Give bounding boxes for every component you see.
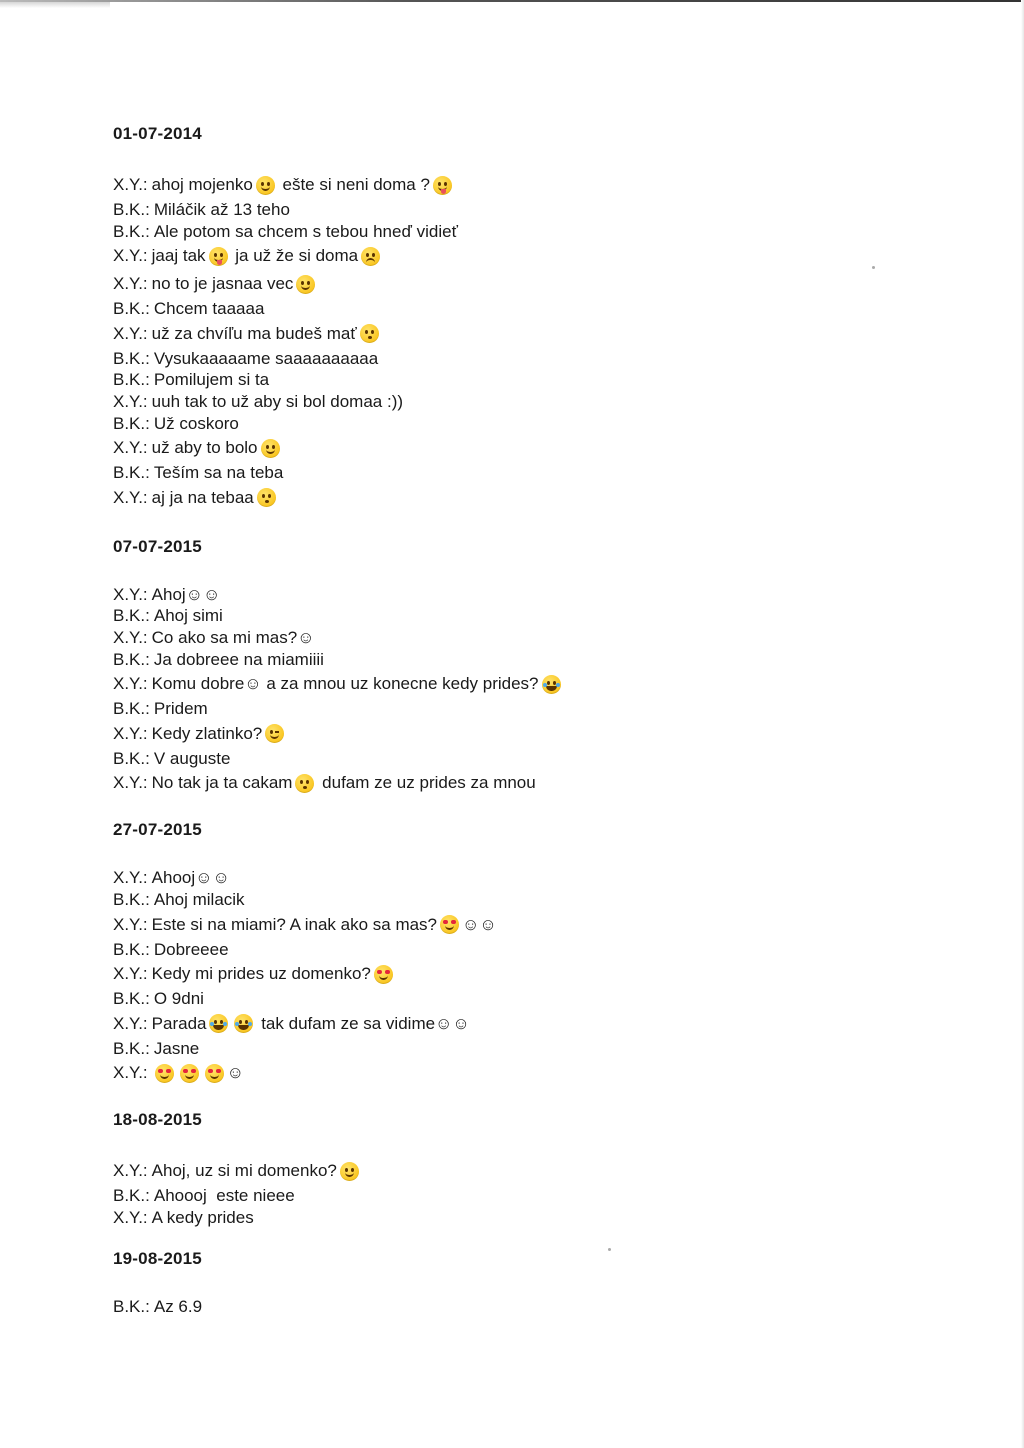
message-speaker: X.Y.: [113, 323, 148, 343]
message-text: Az 6.9 [153, 1297, 203, 1317]
kiss-emoji-icon [257, 488, 276, 507]
message-text: ahoj mojenko [151, 175, 253, 194]
joy-emoji-icon [234, 1014, 253, 1033]
message-text: Vysukaaaaame saaaaaaaaaa [153, 348, 379, 368]
message-body [152, 1207, 254, 1229]
message-speaker: B.K.: [113, 939, 150, 959]
conversation-section [113, 1109, 933, 1228]
message-body [152, 1157, 362, 1185]
message-body [154, 348, 378, 370]
message-text: ☺☺ [462, 914, 497, 934]
message-text: Parada [151, 1013, 207, 1033]
tongue-emoji-icon [209, 247, 228, 266]
message-body [152, 434, 283, 462]
message-line [113, 960, 933, 988]
message-line [113, 171, 933, 199]
message-body [154, 1038, 199, 1060]
message-body [154, 698, 208, 720]
message-text: A kedy prides [151, 1207, 254, 1227]
message-list [113, 867, 933, 1087]
message-text: Ahoj☺☺ [151, 584, 221, 604]
section-date: 18-08-2015 [113, 1110, 202, 1130]
message-body [152, 391, 403, 413]
message-text: Kedy zlatinko? [151, 723, 263, 743]
message-body [152, 484, 279, 512]
message-text: jaaj tak [151, 246, 206, 266]
section-date: 27-07-2015 [113, 820, 202, 840]
message-text: Pomilujem si ta [153, 370, 270, 390]
message-text: O 9dni [153, 989, 204, 1009]
message-body [152, 1010, 470, 1038]
message-list [113, 171, 933, 512]
message-text: Teším sa na teba [153, 463, 284, 483]
message-body [152, 270, 319, 298]
message-speaker: X.Y.: [113, 438, 148, 458]
message-text: ešte si neni doma ? [277, 175, 430, 194]
message-speaker: B.K.: [113, 989, 150, 1009]
conversation-section [113, 819, 933, 1087]
heart-eyes-emoji-icon [180, 1064, 199, 1083]
smile-emoji-icon [256, 176, 275, 195]
message-text: aj ja na tebaa [151, 487, 254, 507]
message-speaker: B.K.: [113, 1038, 150, 1058]
message-speaker: X.Y.: [113, 674, 148, 694]
message-speaker: B.K.: [113, 1186, 150, 1206]
message-body [152, 627, 315, 649]
message-body [152, 584, 221, 606]
message-speaker: X.Y.: [113, 487, 148, 507]
message-speaker: X.Y.: [113, 914, 148, 934]
message-line [113, 720, 933, 748]
message-body [154, 988, 204, 1010]
message-line [113, 434, 933, 462]
message-speaker: B.K.: [113, 221, 150, 241]
message-line [113, 1038, 933, 1060]
message-speaker: X.Y.: [113, 1207, 148, 1227]
message-line [113, 199, 933, 221]
message-text: Kedy mi prides uz domenko? [151, 964, 371, 984]
section-date: 01-07-2014 [113, 124, 202, 143]
message-text: Ahoj milacik [153, 889, 245, 909]
message-text: už aby to bolo [151, 438, 258, 458]
message-text: Este si na miami? A inak ako sa mas? [151, 914, 438, 934]
message-line [113, 242, 933, 270]
kiss-emoji-icon [295, 774, 314, 793]
chat-transcript-page [113, 123, 933, 1318]
message-text: Chcem taaaaa [153, 299, 265, 319]
message-line [113, 698, 933, 720]
message-text: už za chvíľu ma budeš mať [151, 323, 357, 343]
message-text: Ahoj, uz si mi domenko? [151, 1161, 337, 1181]
confused-emoji-icon [361, 247, 380, 266]
message-text: ☺ [226, 1063, 245, 1083]
message-body [152, 960, 396, 988]
message-text: uuh tak to už aby si bol domaa :)) [151, 391, 404, 411]
smile-emoji-icon [340, 1162, 359, 1181]
message-speaker: X.Y.: [113, 274, 148, 294]
message-speaker: B.K.: [113, 413, 150, 433]
message-body [152, 1059, 244, 1087]
message-speaker: B.K.: [113, 649, 150, 669]
message-line [113, 939, 933, 961]
conversation-section [113, 123, 933, 512]
message-line [113, 1296, 933, 1318]
message-text: No tak ja ta cakam [151, 773, 293, 793]
message-speaker: X.Y.: [113, 1063, 148, 1083]
message-text: Ahooj☺☺ [151, 868, 230, 888]
message-line [113, 221, 933, 243]
message-speaker: B.K.: [113, 200, 150, 219]
message-line [113, 391, 933, 413]
message-speaker: B.K.: [113, 370, 150, 390]
message-line [113, 270, 933, 298]
message-body [152, 769, 536, 797]
message-speaker: X.Y.: [113, 1161, 148, 1181]
message-text: Ahoooj este nieee [153, 1186, 295, 1206]
message-line [113, 867, 933, 889]
joy-emoji-icon [209, 1014, 228, 1033]
message-speaker: X.Y.: [113, 627, 148, 647]
message-body [154, 605, 223, 627]
message-line [113, 584, 933, 606]
message-body [154, 889, 245, 911]
message-text: ja už že si doma [230, 246, 359, 266]
message-body [154, 748, 231, 770]
message-body [154, 369, 269, 391]
kiss-emoji-icon [360, 324, 379, 343]
message-line [113, 1010, 933, 1038]
message-line [113, 484, 933, 512]
message-text: dufam ze uz prides za mnou [317, 773, 536, 793]
message-text: Pridem [153, 699, 208, 719]
conversation-section [113, 536, 933, 798]
message-body [152, 720, 288, 748]
message-body [152, 911, 497, 939]
message-line [113, 889, 933, 911]
message-speaker: B.K.: [113, 348, 150, 368]
message-line [113, 369, 933, 391]
message-line [113, 298, 933, 320]
message-body [154, 1185, 295, 1207]
message-line [113, 462, 933, 484]
message-speaker: X.Y.: [113, 1013, 148, 1033]
message-text: Ale potom sa chcem s tebou hneď vidieť [153, 221, 458, 241]
message-body [152, 320, 382, 348]
message-speaker: X.Y.: [113, 391, 148, 411]
message-line [113, 1185, 933, 1207]
message-body [154, 221, 458, 243]
message-body [154, 199, 290, 221]
message-line [113, 605, 933, 627]
joy-emoji-icon [542, 675, 561, 694]
message-body [152, 171, 455, 199]
message-text: Miláčik až 13 teho [153, 200, 290, 219]
heart-eyes-emoji-icon [440, 915, 459, 934]
message-body [154, 939, 229, 961]
smile-emoji-icon [261, 439, 280, 458]
message-speaker: X.Y.: [113, 246, 148, 266]
message-list [113, 584, 933, 798]
message-text: Ahoj simi [153, 606, 223, 626]
message-body [152, 242, 383, 270]
conversation-section [113, 1248, 933, 1318]
message-body [154, 298, 265, 320]
message-text: V auguste [153, 748, 231, 768]
message-line [113, 649, 933, 671]
message-line [113, 748, 933, 770]
message-speaker: B.K.: [113, 463, 150, 483]
message-line [113, 320, 933, 348]
wink-emoji-icon [265, 724, 284, 743]
message-line [113, 1207, 933, 1229]
heart-eyes-emoji-icon [374, 965, 393, 984]
message-speaker: B.K.: [113, 606, 150, 626]
message-text: Komu dobre☺ a za mnou uz konecne kedy prides? [151, 674, 539, 694]
message-speaker: B.K.: [113, 299, 150, 319]
message-speaker: X.Y.: [113, 584, 148, 604]
message-body [152, 670, 564, 698]
heart-eyes-emoji-icon [205, 1064, 224, 1083]
message-line [113, 670, 933, 698]
heart-eyes-emoji-icon [155, 1064, 174, 1083]
message-line [113, 413, 933, 435]
message-speaker: X.Y.: [113, 773, 148, 793]
message-text: no to je jasnaa vec [151, 274, 294, 294]
message-line [113, 911, 933, 939]
message-body [154, 1296, 202, 1318]
message-speaker: B.K.: [113, 748, 150, 768]
message-text: Dobreeee [153, 939, 229, 959]
message-speaker: B.K.: [113, 699, 150, 719]
message-speaker: X.Y.: [113, 964, 148, 984]
message-line [113, 769, 933, 797]
message-line [113, 348, 933, 370]
message-text: tak dufam ze sa vidime☺☺ [256, 1013, 470, 1033]
message-body [154, 649, 324, 671]
message-list [113, 1157, 933, 1228]
message-line [113, 627, 933, 649]
message-line [113, 1059, 933, 1087]
message-text: Už coskoro [153, 413, 239, 433]
message-body [152, 867, 230, 889]
message-speaker: B.K.: [113, 889, 150, 909]
message-speaker: X.Y.: [113, 868, 148, 888]
message-text: Ja dobreee na miamiiii [153, 649, 324, 669]
message-speaker: X.Y.: [113, 723, 148, 743]
section-date: 19-08-2015 [113, 1249, 202, 1269]
scan-edge-top [0, 0, 1024, 2]
message-body [154, 462, 283, 484]
message-speaker: B.K.: [113, 1297, 150, 1317]
message-line [113, 1157, 933, 1185]
message-list [113, 1296, 933, 1318]
message-speaker: X.Y.: [113, 175, 148, 194]
section-date: 07-07-2015 [113, 536, 202, 556]
tongue-emoji-icon [433, 176, 452, 195]
smile-emoji-icon [296, 275, 315, 294]
message-text: Jasne [153, 1038, 200, 1058]
message-line [113, 988, 933, 1010]
message-body [154, 413, 239, 435]
message-text: Co ako sa mi mas?☺ [151, 627, 315, 647]
